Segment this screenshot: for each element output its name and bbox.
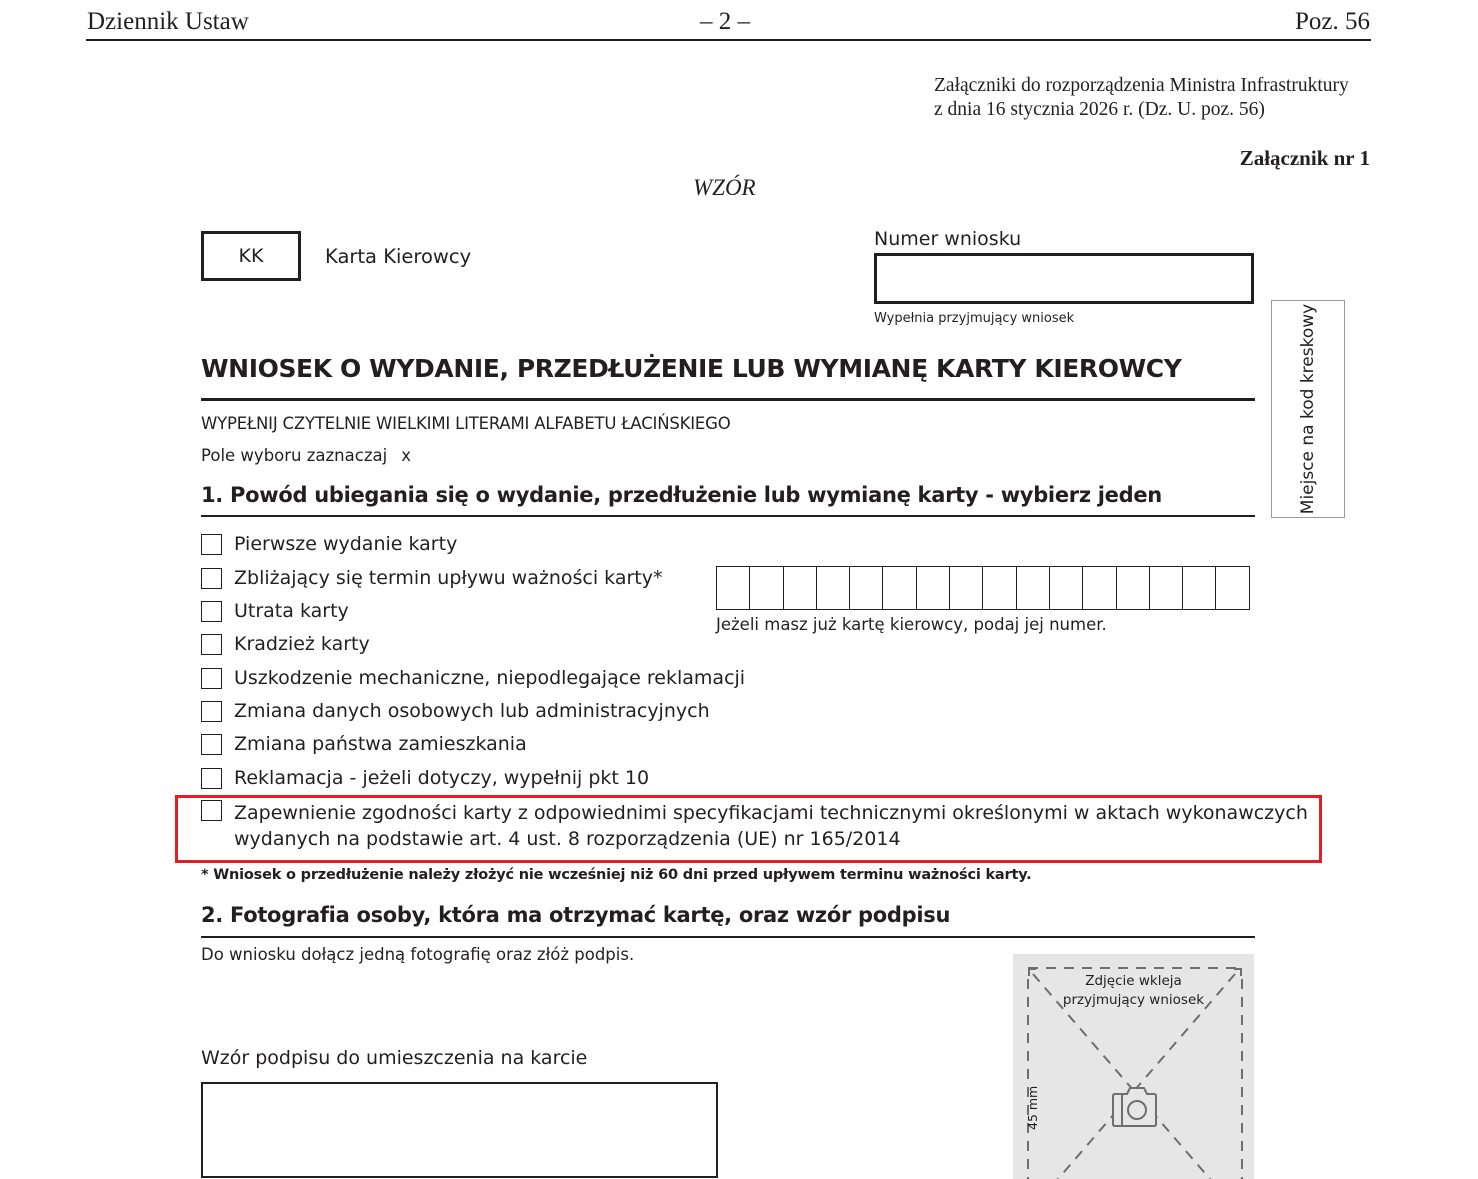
card-number-cell[interactable] <box>1117 567 1150 609</box>
card-number-cell[interactable] <box>983 567 1016 609</box>
card-number-cell[interactable] <box>1183 567 1216 609</box>
card-number-hint: Jeżeli masz już kartę kierowcy, podaj jej numer. <box>716 615 1107 634</box>
section-1-divider <box>201 515 1255 517</box>
header-divider <box>86 39 1371 41</box>
option-label: Utrata karty <box>234 600 349 622</box>
checkbox-mark-example: x <box>401 446 411 465</box>
option-first-issue[interactable] <box>201 533 457 555</box>
option-label: Zmiana państwa zamieszkania <box>234 733 527 755</box>
page-number: – 2 – <box>700 8 750 35</box>
camera-icon <box>1113 1088 1156 1126</box>
section-2-note: Do wniosku dołącz jedną fotografię oraz złóż podpis. <box>201 945 635 964</box>
section-2-title: 2. Fotografia osoby, która ma otrzymać kartę, oraz wzór podpisu <box>201 903 951 927</box>
card-number-cell[interactable] <box>1216 567 1248 609</box>
card-number-cell[interactable] <box>750 567 783 609</box>
form-code: KK <box>238 245 264 267</box>
barcode-area <box>1271 300 1345 518</box>
checkbox[interactable] <box>201 568 222 589</box>
card-number-cell[interactable] <box>917 567 950 609</box>
checkbox-instruction-text: Pole wyboru zaznaczaj <box>201 446 388 465</box>
option-label: Zmiana danych osobowych lub administracyjnych <box>234 700 710 722</box>
card-number-field[interactable] <box>716 566 1250 610</box>
template-label: WZÓR <box>693 175 756 200</box>
photo-instruction-line2: przyjmujący wniosek <box>1062 992 1205 1008</box>
form-code-box <box>201 231 301 281</box>
card-number-cell[interactable] <box>1050 567 1083 609</box>
card-number-cell[interactable] <box>717 567 750 609</box>
application-number-hint: Wypełnia przyjmujący wniosek <box>874 311 1075 326</box>
checkbox[interactable] <box>201 734 222 755</box>
checkbox[interactable] <box>201 701 222 722</box>
option-label-line1: Zapewnienie zgodności karty z odpowiednimi specyfikacjami technicznymi określonymi w aktach wykonawczych <box>234 802 1308 824</box>
footnote: * Wniosek o przedłużenie należy złożyć nie wcześniej niż 60 dni przed upływem terminu ważności karty. <box>201 867 1032 883</box>
journal-title: Dziennik Ustaw <box>87 8 249 35</box>
card-number-cell[interactable] <box>784 567 817 609</box>
option-lost[interactable] <box>201 600 349 622</box>
card-number-cell[interactable] <box>883 567 916 609</box>
photo-instruction-line1: Zdjęcie wkleja <box>1085 973 1182 989</box>
option-complaint[interactable] <box>201 767 649 789</box>
position-number: Poz. 56 <box>1295 8 1370 35</box>
form-code-label: Karta Kierowcy <box>325 245 472 268</box>
signature-label: Wzór podpisu do umieszczenia na karcie <box>201 1047 588 1069</box>
fill-instruction: WYPEŁNIJ CZYTELNIE WIELKIMI LITERAMI ALFABETU ŁACIŃSKIEGO <box>201 414 731 433</box>
checkbox[interactable] <box>201 601 222 622</box>
option-stolen[interactable] <box>201 633 370 655</box>
card-number-cell[interactable] <box>850 567 883 609</box>
photo-height-label: 45 mm <box>1025 1085 1040 1130</box>
checkbox-instruction <box>201 446 411 465</box>
card-number-cell[interactable] <box>1017 567 1050 609</box>
option-label <box>234 800 1308 852</box>
title-divider <box>201 398 1255 401</box>
option-label-line2: wydanych na podstawie art. 4 ust. 8 rozporządzenia (UE) nr 165/2014 <box>234 828 901 850</box>
section-1-title: 1. Powód ubiegania się o wydanie, przedłużenie lub wymianę karty - wybierz jeden <box>201 483 1162 507</box>
application-number-field[interactable] <box>874 253 1254 304</box>
annex-note-line2: z dnia 16 stycznia 2026 r. (Dz. U. poz. 56) <box>934 99 1265 120</box>
option-label: Zbliżający się termin upływu ważności karty* <box>234 567 663 589</box>
option-technical-compliance[interactable] <box>201 800 1308 852</box>
checkbox[interactable] <box>201 668 222 689</box>
option-data-change[interactable] <box>201 700 710 722</box>
signature-field[interactable] <box>201 1082 718 1178</box>
option-label: Kradzież karty <box>234 633 370 655</box>
card-number-cell[interactable] <box>1083 567 1116 609</box>
checkbox[interactable] <box>201 634 222 655</box>
card-number-cell[interactable] <box>817 567 850 609</box>
photo-instruction <box>1013 972 1254 1010</box>
annex-note-line1: Załączniki do rozporządzenia Ministra Infrastruktury <box>934 75 1349 96</box>
checkbox[interactable] <box>201 800 222 821</box>
option-label: Pierwsze wydanie karty <box>234 533 458 555</box>
option-label: Uszkodzenie mechaniczne, niepodlegające reklamacji <box>234 667 746 689</box>
option-expiry[interactable] <box>201 567 662 589</box>
card-number-cell[interactable] <box>950 567 983 609</box>
option-damaged[interactable] <box>201 667 745 689</box>
photo-area <box>1013 954 1254 1179</box>
card-number-cell[interactable] <box>1150 567 1183 609</box>
option-label: Reklamacja - jeżeli dotyczy, wypełnij pkt 10 <box>234 767 650 789</box>
barcode-area-label: Miejsce na kod kreskowy <box>1298 303 1318 515</box>
checkbox[interactable] <box>201 768 222 789</box>
application-number-label: Numer wniosku <box>874 228 1022 250</box>
annex-number: Załącznik nr 1 <box>1239 146 1370 170</box>
annex-note <box>934 74 1349 122</box>
section-2-divider <box>201 936 1255 938</box>
option-residence-change[interactable] <box>201 733 527 755</box>
checkbox[interactable] <box>201 534 222 555</box>
form-title: WNIOSEK O WYDANIE, PRZEDŁUŻENIE LUB WYMIANĘ KARTY KIEROWCY <box>201 354 1182 383</box>
